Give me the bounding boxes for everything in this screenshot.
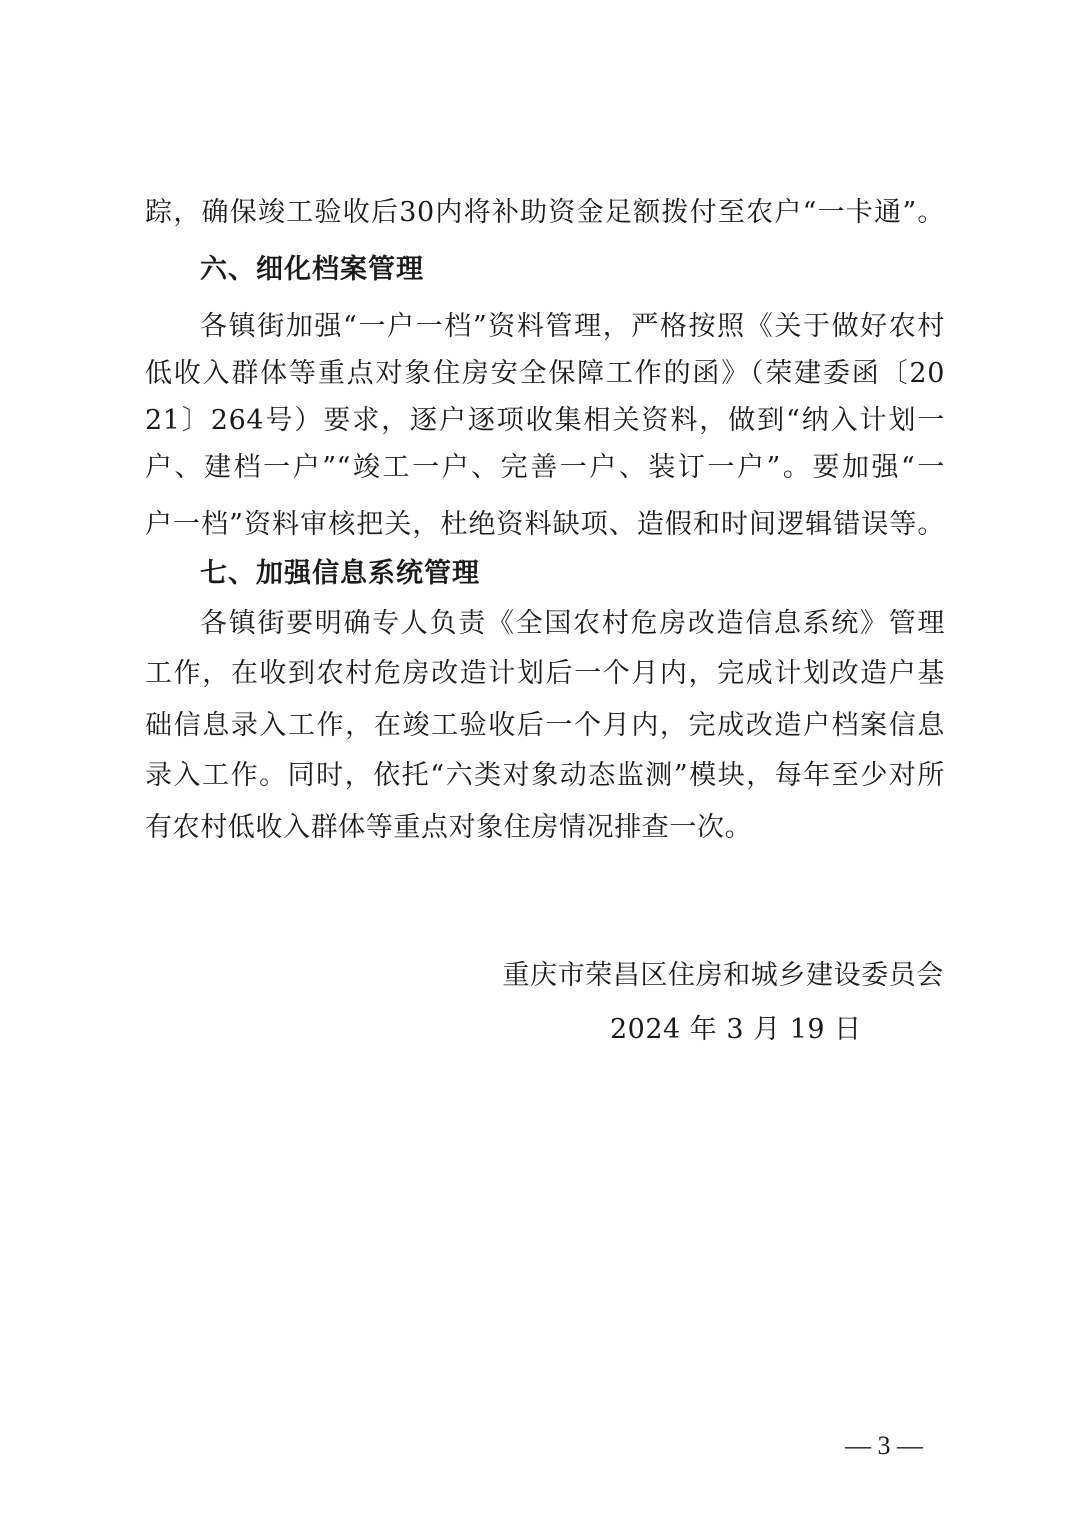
section-7-line-3: 础信息录入工作，在竣工验收后一个月内，完成改造户档案信息 bbox=[145, 710, 945, 741]
paragraph-continuation: 踪，确保竣工验收后30内将补助资金足额拨付至农户“一卡通”。 bbox=[145, 197, 945, 228]
signature-organization: 重庆市荣昌区住房和城乡建设委员会 bbox=[502, 960, 944, 991]
section-6-heading: 六、细化档案管理 bbox=[200, 254, 424, 285]
section-7-line-4: 录入工作。同时，依托“六类对象动态监测”模块，每年至少对所 bbox=[145, 760, 945, 791]
section-7-line-1: 各镇街要明确专人负责《全国农村危房改造信息系统》管理 bbox=[200, 608, 945, 639]
section-6-line-3: 21〕264号）要求，逐户逐项收集相关资料，做到“纳入计划一 bbox=[145, 405, 945, 436]
section-6-line-2: 低收入群体等重点对象住房安全保障工作的函》（荣建委函〔20 bbox=[145, 358, 945, 389]
section-6-line-4: 户、建档一户”“竣工一户、完善一户、装订一户”。要加强“一 bbox=[145, 452, 945, 483]
section-6-line-5: 户一档”资料审核把关，杜绝资料缺项、造假和时间逻辑错误等。 bbox=[145, 509, 945, 540]
signature-date: 2024 年 3 月 19 日 bbox=[610, 1014, 862, 1045]
section-7-heading: 七、加强信息系统管理 bbox=[200, 558, 480, 589]
section-6-line-1: 各镇街加强“一户一档”资料管理，严格按照《关于做好农村 bbox=[200, 311, 945, 342]
section-7-line-2: 工作，在收到农村危房改造计划后一个月内，完成计划改造户基 bbox=[145, 658, 945, 689]
section-7-line-5: 有农村低收入群体等重点对象住房情况排查一次。 bbox=[145, 812, 753, 843]
page-number: — 3 — bbox=[845, 1431, 923, 1460]
